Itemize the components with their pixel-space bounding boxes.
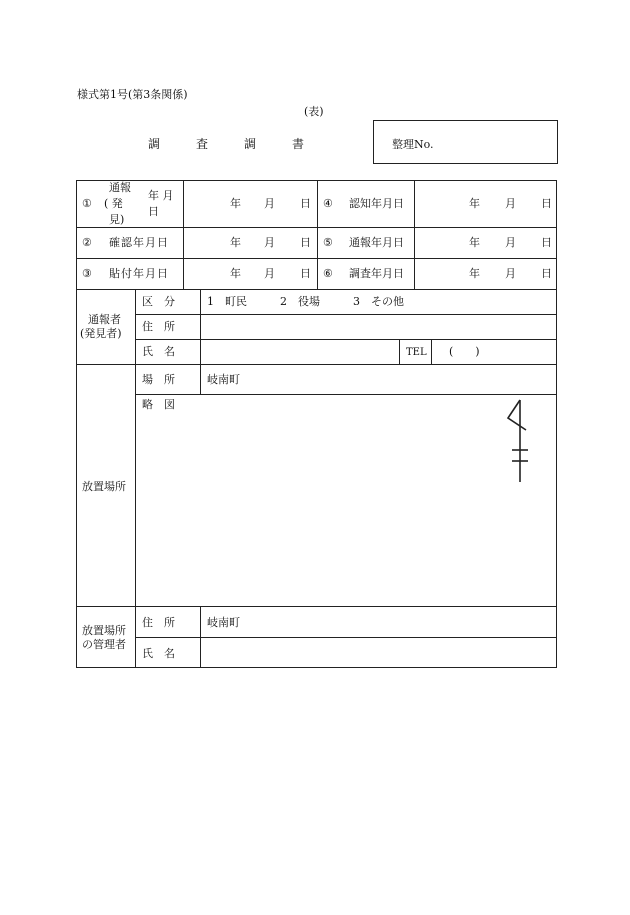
row1-left-month: 月 (264, 197, 275, 210)
reporter-section-label-line2: (発見者) (80, 327, 122, 340)
row2-right-month: 月 (505, 236, 516, 249)
row2-left-label: 確認年月日 (109, 236, 169, 249)
location-sketch-label: 略 図 (142, 398, 175, 411)
row2-left-number: ② (82, 236, 92, 249)
reporter-category-label: 区 分 (142, 295, 175, 308)
row3-left-month: 月 (264, 267, 275, 280)
form-number: 様式第1号(第3条関係) (77, 88, 188, 101)
manager-address-value[interactable]: 岐南町 (207, 616, 240, 629)
title-char-3: 調 (244, 137, 257, 151)
row3-left-label: 貼付年月日 (109, 267, 169, 280)
reporter-name-field[interactable] (202, 341, 397, 362)
row1-left-number: ① (82, 197, 92, 210)
manager-section-label-line1: 放置場所 (82, 624, 126, 637)
row3-right-year: 年 (469, 267, 480, 280)
row1-left-label-line2: ( 発 (104, 197, 123, 210)
row1-right-day: 日 (541, 197, 552, 210)
front-side-label: (表) (304, 105, 324, 118)
reporter-category-options: 1 町民 2 役場 3 その他 (207, 295, 404, 308)
row1-right-number: ④ (323, 197, 333, 210)
reporter-tel-value[interactable]: ( ) (449, 345, 480, 358)
row2-left-year: 年 (230, 236, 241, 249)
row3-left-day: 日 (300, 267, 311, 280)
manager-name-field[interactable] (202, 639, 555, 666)
location-section-label: 放置場所 (82, 480, 126, 493)
title-char-4: 書 (292, 137, 305, 151)
row2-left-month: 月 (264, 236, 275, 249)
row1-left-label-line3: 見) (109, 213, 125, 226)
reporter-address-field[interactable] (202, 316, 555, 337)
survey-form-table (76, 180, 557, 668)
location-place-value[interactable]: 岐南町 (207, 373, 240, 386)
row2-left-day: 日 (300, 236, 311, 249)
row1-left-suffix-line2: 日 (148, 205, 159, 218)
manager-name-label: 氏 名 (142, 647, 175, 660)
manager-section-label-line2: の管理者 (82, 638, 126, 651)
reporter-address-label: 住 所 (142, 320, 175, 333)
title-char-2: 査 (196, 137, 209, 151)
row2-right-label: 通報年月日 (349, 236, 404, 249)
location-place-label: 場 所 (142, 373, 175, 386)
table-grid (76, 180, 557, 668)
reporter-section-label-line1: 通報者 (88, 313, 121, 326)
north-arrow-icon (508, 400, 528, 482)
row3-right-day: 日 (541, 267, 552, 280)
reference-number-box[interactable] (373, 120, 558, 164)
row2-right-number: ⑤ (323, 236, 333, 249)
row1-left-day: 日 (300, 197, 311, 210)
row2-right-day: 日 (541, 236, 552, 249)
reporter-name-label: 氏 名 (142, 345, 175, 358)
manager-address-label: 住 所 (142, 616, 175, 629)
row1-left-suffix-line1: 年 月 (148, 189, 174, 202)
reference-number-label: 整理No. (392, 138, 434, 151)
row3-left-year: 年 (230, 267, 241, 280)
row3-right-number: ⑥ (323, 267, 333, 280)
row3-right-month: 月 (505, 267, 516, 280)
document-title (148, 135, 340, 152)
reporter-tel-label: TEL (406, 347, 427, 358)
row2-right-year: 年 (469, 236, 480, 249)
row1-left-year: 年 (230, 197, 241, 210)
row1-right-year: 年 (469, 197, 480, 210)
row3-left-number: ③ (82, 267, 92, 280)
row1-right-month: 月 (505, 197, 516, 210)
row1-right-label: 認知年月日 (349, 197, 404, 210)
row3-right-label: 調査年月日 (349, 267, 404, 280)
title-char-1: 調 (148, 137, 161, 151)
row1-left-label-line1: 通報 (109, 181, 131, 194)
